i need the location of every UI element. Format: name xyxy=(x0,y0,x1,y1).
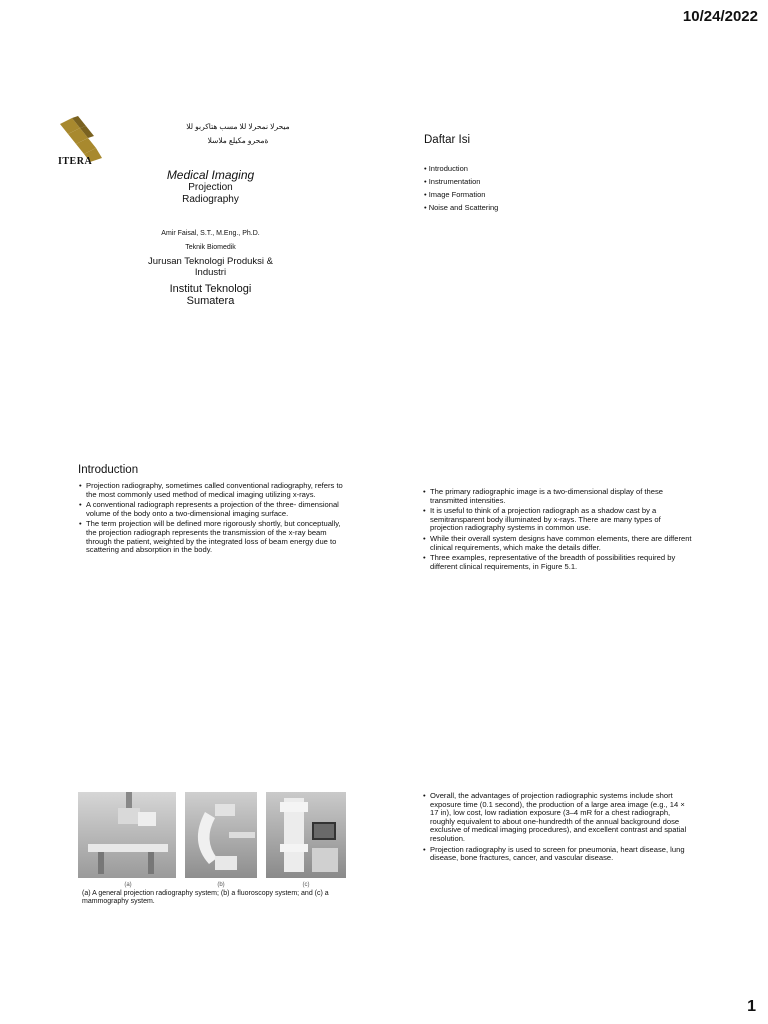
bullet-list xyxy=(422,488,692,573)
bullet-item: • A conventional radiograph represents a projection of the three- dimensional volume of the body onto a two-dimensional imaging surface. xyxy=(78,501,346,518)
bullet-item: • It is useful to think of a projection radiograph as a shadow cast by a semitransparent body illuminated by x-rays. There are many types of projection radiography systems in common use. xyxy=(422,507,692,533)
slide-subtitle xyxy=(128,182,293,206)
department-line1: Jurusan Teknologi Produksi & xyxy=(148,256,273,267)
photo-label: (b) xyxy=(217,882,225,888)
arabic-basmala: ميحرلا نمحرلا للا مسب هتاكربو للا xyxy=(186,122,290,131)
slide-radiographic-image xyxy=(420,452,720,677)
photo-label: (c) xyxy=(302,882,310,888)
bullet-item: • Projection radiography, sometimes called conventional radiography, refers to the most commonly used method of medical imaging utilizing x-rays. xyxy=(78,482,346,499)
bullet-item: • The term projection will be defined more rigorously shortly, but conceptually, the projection radiograph represents the transmission of the x-ray beam through the patient, weighted by the integrated loss of beam energy due to scattering and absorption in the body. xyxy=(78,520,346,554)
program: Teknik Biomedik xyxy=(185,244,236,251)
institution xyxy=(128,283,293,307)
radiography-system-photo xyxy=(78,792,176,878)
toc-item: • Image Formation xyxy=(424,188,498,201)
institution-line1: Institut Teknologi xyxy=(169,283,252,295)
logo-text: ITERA xyxy=(58,156,93,167)
figure-photos xyxy=(78,792,346,888)
bullet-list xyxy=(422,792,694,865)
toc-list xyxy=(424,162,498,214)
bullet-item: • Overall, the advantages of projection radiographic systems include short exposure time (0.1 second), the production of a large area image (e.g., 14 × 17 in), low cost, low radiation exposure (3–4 mR for a chest radiograph, roughly equivalent to about one-hundredth of the annual background dose exclusive of medical imaging procedures), and excellent contrast and spatial resolution. xyxy=(422,792,694,844)
page-number: 1 xyxy=(747,998,756,1015)
department-line2: Industri xyxy=(194,267,227,278)
bullet-item: • Projection radiography is used to screen for pneumonia, heart disease, lung disease, bone fractures, cancer, and vascular disease. xyxy=(422,846,694,863)
fluoroscopy-system-photo xyxy=(185,792,257,878)
bullet-item: • While their overall system designs have common elements, there are different clinical requirements, which make the details differ. xyxy=(422,535,692,552)
arabic-salam: ةمحرو مكيلع ملاسلا xyxy=(207,136,269,145)
date-header: 10/24/2022 xyxy=(682,8,758,25)
bullet-item: • The primary radiographic image is a two-dimensional display of these transmitted intensities. xyxy=(422,488,692,505)
photo-label: (a) xyxy=(124,882,132,888)
toc-item: • Noise and Scattering xyxy=(424,201,498,214)
toc-item: • Introduction xyxy=(424,162,498,175)
slide-title xyxy=(58,108,358,333)
toc-heading: Daftar Isi xyxy=(424,134,471,146)
slide-figure xyxy=(58,782,358,1007)
slide-title-text: Medical Imaging xyxy=(166,168,255,182)
subtitle-line2: Radiography xyxy=(182,194,239,205)
slide-toc xyxy=(420,108,720,333)
toc-item: • Instrumentation xyxy=(424,175,498,188)
author: Amir Faisal, S.T., M.Eng., Ph.D. xyxy=(161,230,260,237)
slide-advantages xyxy=(420,782,720,1007)
mammography-system-photo xyxy=(266,792,346,878)
figure-caption: (a) A general projection radiography system; (b) a fluoroscopy system; and (c) a mammography system. xyxy=(82,890,329,905)
bullet-item: • Three examples, representative of the breadth of possibilities required by different clinical requirements, in Figure 5.1. xyxy=(422,554,692,571)
bullet-list xyxy=(78,482,346,557)
subtitle-line1: Projection xyxy=(188,182,233,193)
introduction-heading: Introduction xyxy=(78,464,139,476)
slide-introduction xyxy=(58,452,358,677)
department xyxy=(128,256,293,278)
institution-line2: Sumatera xyxy=(186,295,235,307)
